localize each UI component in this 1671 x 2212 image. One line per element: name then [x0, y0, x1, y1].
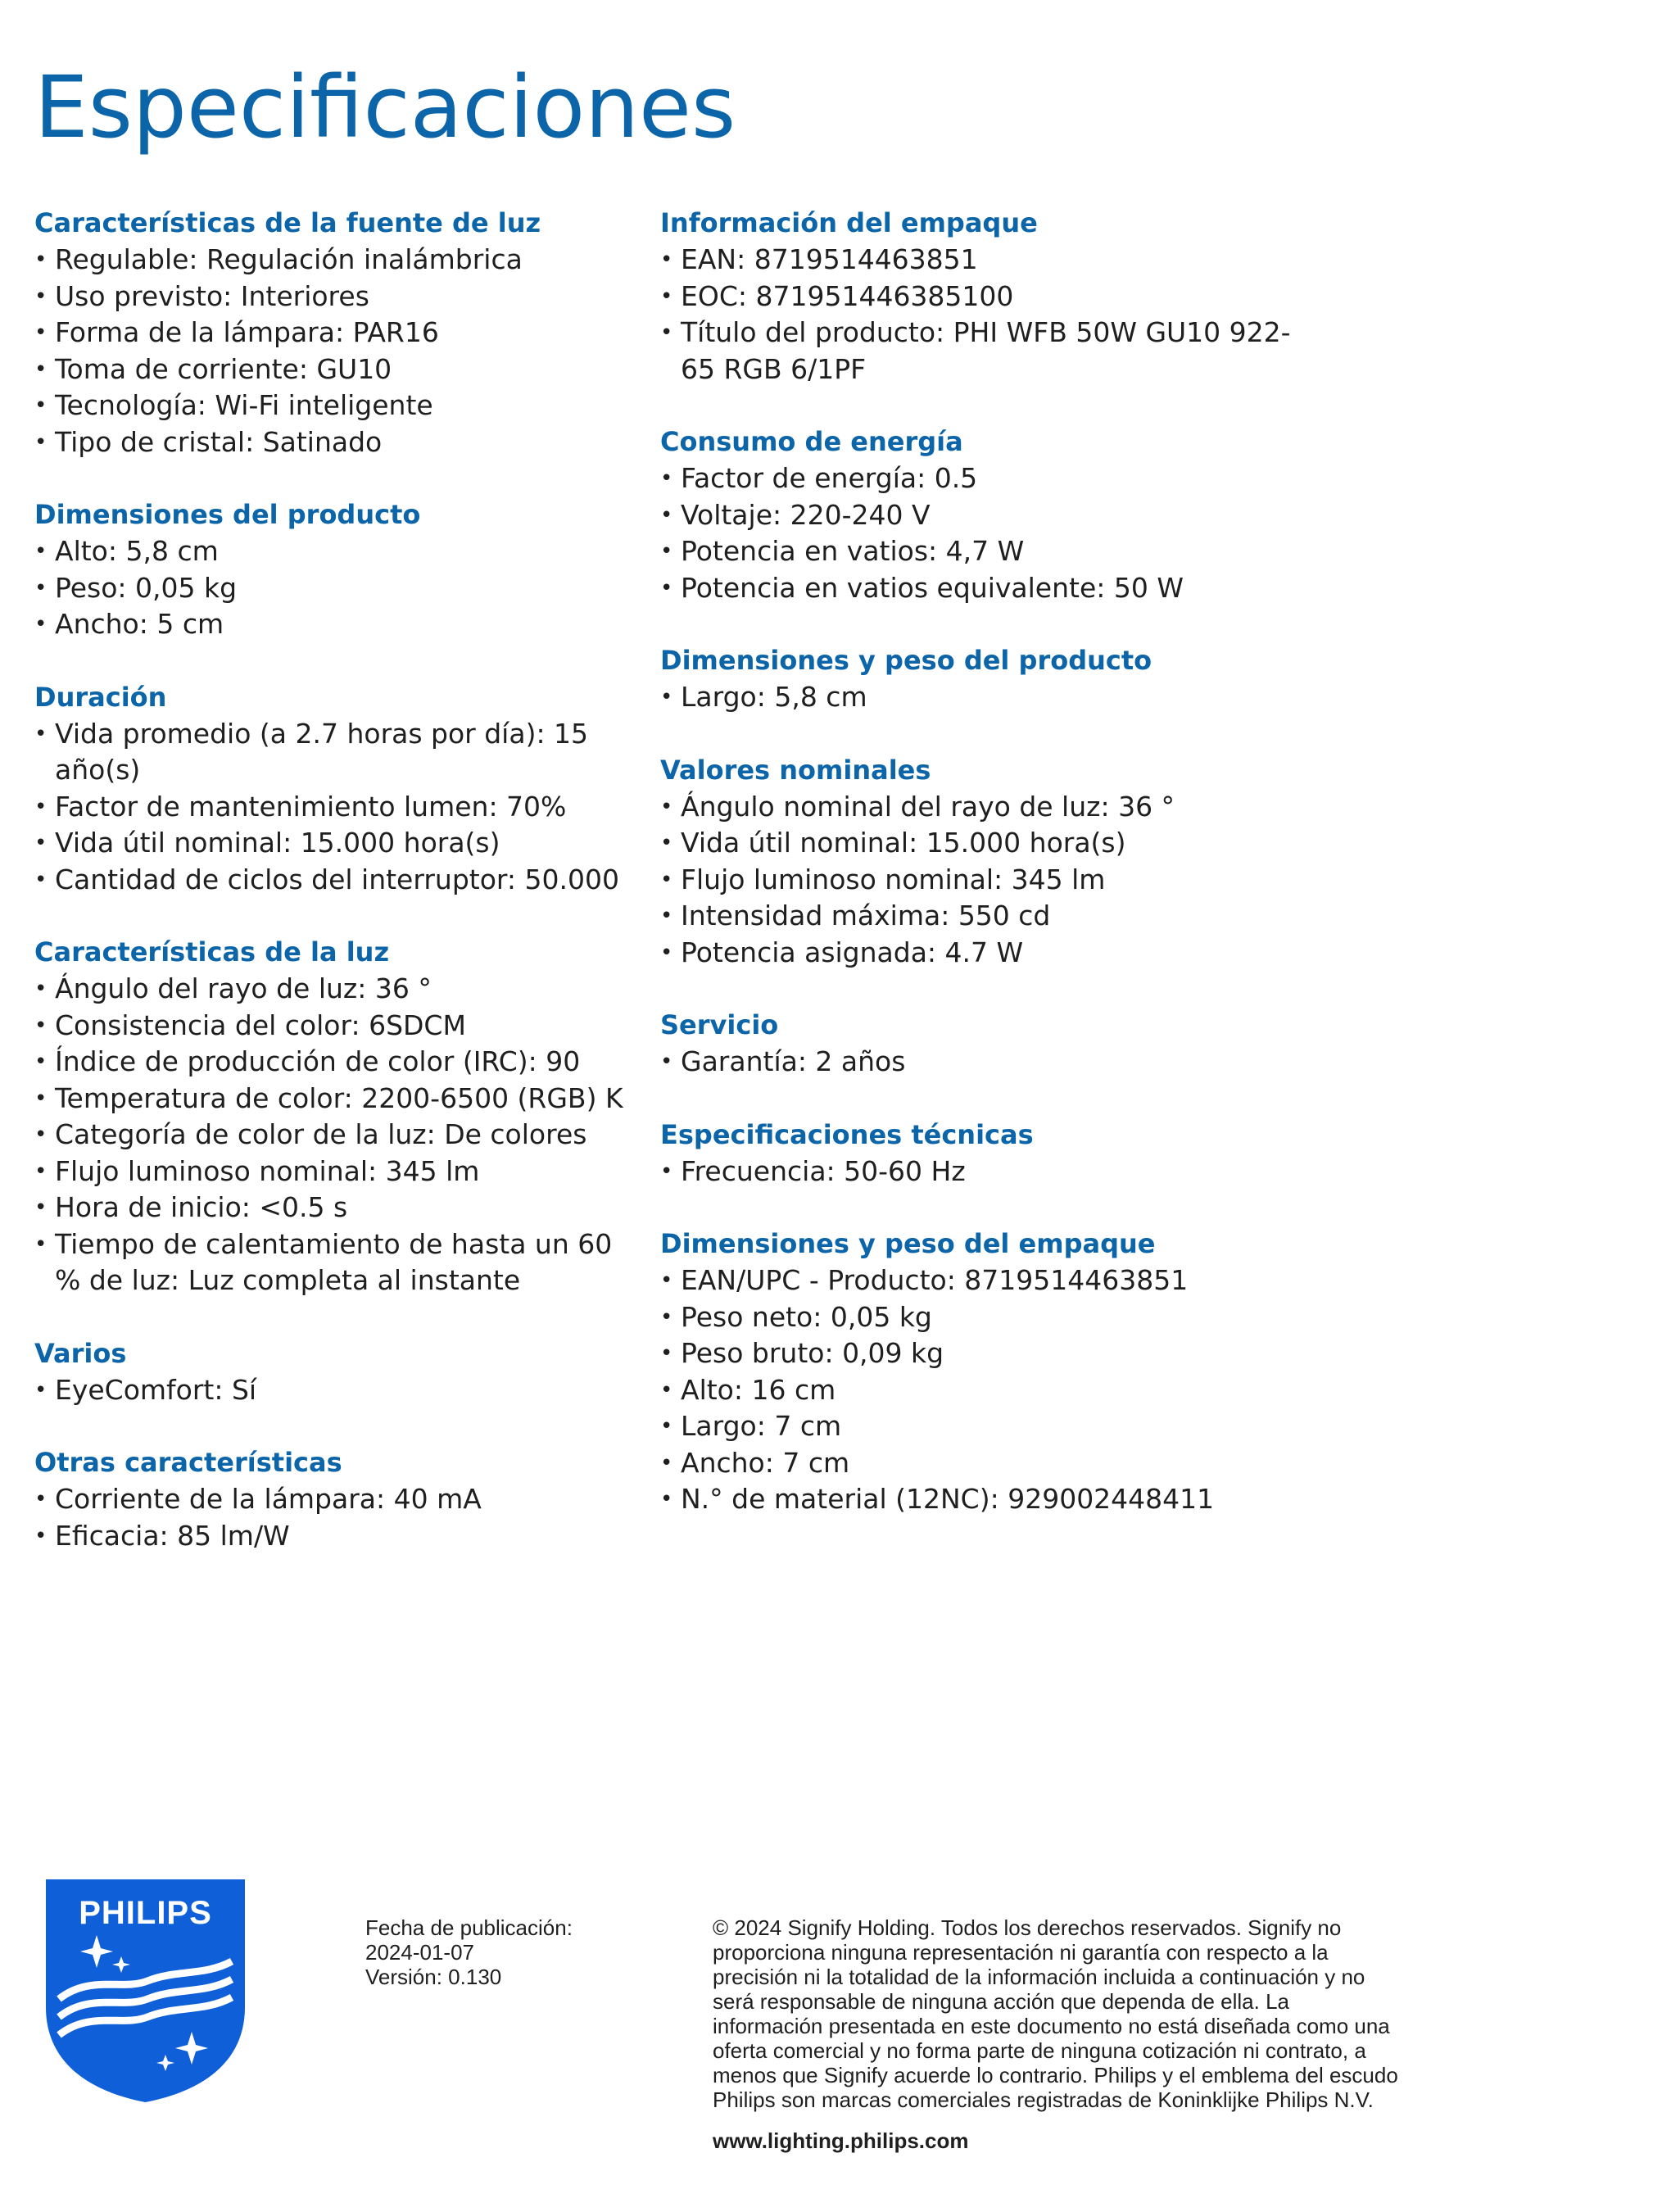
spec-item: • Ángulo nominal del rayo de luz: 36 °: [660, 789, 1316, 826]
spec-item: • Intensidad máxima: 550 cd: [660, 898, 1316, 935]
spec-item: • Forma de la lámpara: PAR16: [34, 315, 624, 351]
spec-section: [34, 205, 624, 460]
publication-info: [365, 1915, 668, 1989]
spec-item: • Índice de producción de color (IRC): 90: [34, 1044, 624, 1081]
spec-item: • Vida útil nominal: 15.000 hora(s): [660, 825, 1316, 862]
spec-item: • Uso previsto: Interiores: [34, 279, 624, 315]
spec-item: • Título del producto: PHI WFB 50W GU10 922-65 RGB 6/1PF: [660, 315, 1316, 388]
publication-date: 2024-01-07: [365, 1940, 474, 1965]
spec-item: • Garantía: 2 años: [660, 1044, 1316, 1081]
spec-list: [34, 971, 624, 1299]
publication-date-label: Fecha de publicación:: [365, 1915, 573, 1940]
spec-item: • Potencia asignada: 4.7 W: [660, 935, 1316, 972]
spec-item: • Hora de inicio: <0.5 s: [34, 1190, 624, 1226]
spec-list: [660, 460, 1316, 606]
spec-item: • Ángulo del rayo de luz: 36 °: [34, 971, 624, 1008]
spec-item: • Regulable: Regulación inalámbrica: [34, 242, 624, 279]
spec-item: • Vida útil nominal: 15.000 hora(s): [34, 825, 624, 862]
spec-item: • Largo: 5,8 cm: [660, 679, 1316, 716]
spec-item: • Potencia en vatios: 4,7 W: [660, 533, 1316, 570]
spec-item: • Categoría de color de la luz: De colores: [34, 1117, 624, 1154]
section-heading: Dimensiones del producto: [34, 499, 421, 530]
spec-item: • Flujo luminoso nominal: 345 lm: [660, 862, 1316, 899]
spec-section: [660, 424, 1316, 606]
spec-item: • Tipo de cristal: Satinado: [34, 424, 624, 461]
spec-list: [34, 716, 624, 899]
spec-section: [660, 752, 1316, 972]
section-heading: Dimensiones y peso del empaque: [660, 1228, 1156, 1259]
spec-item: • Factor de mantenimiento lumen: 70%: [34, 789, 624, 826]
spec-list: [34, 533, 624, 643]
section-heading: Dimensiones y peso del producto: [660, 645, 1152, 676]
spec-item: • Peso bruto: 0,09 kg: [660, 1335, 1316, 1372]
spec-item: • Potencia en vatios equivalente: 50 W: [660, 570, 1316, 607]
philips-shield-logo: [41, 1876, 250, 2105]
spec-item: • Voltaje: 220-240 V: [660, 497, 1316, 534]
spec-list: [660, 1154, 1316, 1190]
legal-line: menos que Signify acuerde lo contrario. Philips y el emblema del escudo: [713, 2063, 1398, 2087]
section-heading: Características de la fuente de luz: [34, 207, 541, 238]
legal-line: © 2024 Signify Holding. Todos los derechos reservados. Signify no: [713, 1915, 1342, 1940]
spec-item: • Cantidad de ciclos del interruptor: 50.000: [34, 862, 624, 899]
spec-item: • Factor de energía: 0.5: [660, 460, 1316, 497]
section-heading: Consumo de energía: [660, 426, 963, 457]
philips-logo-text: PHILIPS: [79, 1895, 212, 1931]
section-heading: Información del empaque: [660, 207, 1038, 238]
spec-section: [660, 1117, 1316, 1190]
spec-item: • Alto: 16 cm: [660, 1372, 1316, 1409]
spec-item: • Ancho: 7 cm: [660, 1445, 1316, 1482]
spec-item: • EyeComfort: Sí: [34, 1372, 624, 1409]
right-column: [660, 205, 1316, 1554]
spec-list: [34, 1481, 624, 1554]
spec-item: • Tecnología: Wi-Fi inteligente: [34, 388, 624, 424]
section-heading: Especificaciones técnicas: [660, 1118, 1034, 1150]
spec-section: [34, 1444, 624, 1554]
spec-section: [660, 1007, 1316, 1081]
spec-item: • Corriente de la lámpara: 40 mA: [34, 1481, 624, 1518]
spec-item: • EOC: 871951446385100: [660, 279, 1316, 315]
spec-section: [34, 934, 624, 1299]
spec-item: • Ancho: 5 cm: [34, 606, 624, 643]
spec-section: [660, 205, 1316, 388]
spec-section: [34, 496, 624, 643]
spec-item: • Alto: 5,8 cm: [34, 533, 624, 570]
spec-item: • Eficacia: 85 lm/W: [34, 1518, 624, 1555]
section-heading: Características de la luz: [34, 936, 390, 968]
spec-item: • Largo: 7 cm: [660, 1408, 1316, 1445]
legal-line: oferta comercial y no forma parte de ninguna cotización ni contrato, a: [713, 2038, 1366, 2063]
spec-item: • Tiempo de calentamiento de hasta un 60 % de luz: Luz completa al instante: [34, 1226, 624, 1299]
spec-item: • EAN/UPC - Producto: 8719514463851: [660, 1262, 1316, 1299]
spec-list: [660, 1044, 1316, 1081]
section-heading: Varios: [34, 1337, 127, 1369]
legal-disclaimer: [713, 1915, 1540, 2112]
section-heading: Valores nominales: [660, 754, 931, 786]
spec-item: • Frecuencia: 50-60 Hz: [660, 1154, 1316, 1190]
section-heading: Duración: [34, 681, 167, 713]
spec-section: [660, 642, 1316, 716]
spec-list: [660, 789, 1316, 972]
section-heading: Servicio: [660, 1009, 779, 1040]
spec-section: [34, 679, 624, 899]
spec-section: [34, 1335, 624, 1409]
website-link[interactable]: www.lighting.philips.com: [713, 2128, 969, 2153]
spec-item: • EAN: 8719514463851: [660, 242, 1316, 279]
spec-item: • Peso: 0,05 kg: [34, 570, 624, 607]
document-version: Versión: 0.130: [365, 1965, 502, 1989]
spec-list: [660, 242, 1316, 388]
page-title: Especificaciones: [34, 57, 736, 157]
spec-item: • Toma de corriente: GU10: [34, 351, 624, 388]
legal-line: será responsable de ninguna acción que dependa de ella. La: [713, 1989, 1289, 2014]
section-heading: Otras características: [34, 1447, 342, 1478]
legal-line: Philips son marcas comerciales registradas de Koninklijke Philips N.V.: [713, 2087, 1374, 2112]
spec-list: [660, 1262, 1316, 1518]
legal-line: precisión ni la totalidad de la información incluida a continuación y no: [713, 1965, 1365, 1989]
spec-item: • N.° de material (12NC): 929002448411: [660, 1481, 1316, 1518]
spec-section: [660, 1226, 1316, 1518]
spec-list: [660, 679, 1316, 716]
spec-list: [34, 1372, 624, 1409]
spec-list: [34, 242, 624, 460]
spec-item: • Temperatura de color: 2200-6500 (RGB) K: [34, 1081, 624, 1117]
spec-item: • Peso neto: 0,05 kg: [660, 1299, 1316, 1336]
legal-line: proporciona ninguna representación ni garantía con respecto a la: [713, 1940, 1329, 1965]
spec-item: • Flujo luminoso nominal: 345 lm: [34, 1154, 624, 1190]
spec-item: • Consistencia del color: 6SDCM: [34, 1008, 624, 1045]
left-column: [34, 205, 624, 1590]
legal-line: información presentada en este documento no está diseñada como una: [713, 2014, 1390, 2038]
spec-item: • Vida promedio (a 2.7 horas por día): 15 año(s): [34, 716, 624, 789]
